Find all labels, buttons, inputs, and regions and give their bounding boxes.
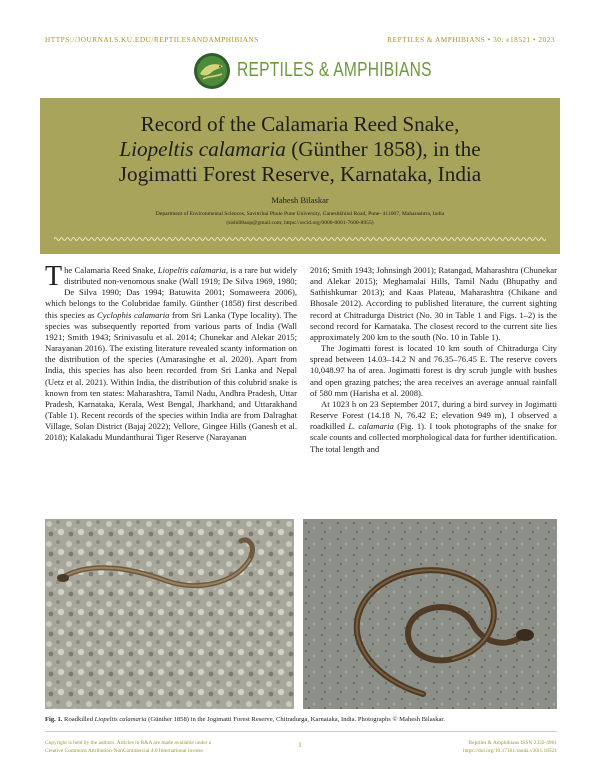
species-name: Liopeltis calamaria	[119, 137, 286, 161]
license-line[interactable]: Creative Commons Attribution-NonCommercial 4.0 International license.	[45, 747, 205, 754]
wavy-divider	[54, 236, 546, 242]
title-line-1: Record of the Calamaria Reed Snake,	[140, 112, 460, 136]
lizard-globe-icon	[193, 52, 231, 90]
title-line-2-rest: (Günther 1858), in the	[285, 137, 481, 161]
doi-link[interactable]: https://doi.org/10.17161/randa.v30i1.18521	[463, 747, 557, 754]
journal-issn-doi	[357, 740, 557, 755]
journal-name: REPTILES & AMPHIBIANS	[237, 59, 432, 81]
page-number: 1	[298, 740, 302, 749]
title-line-2	[50, 137, 550, 162]
author-affiliation	[40, 210, 560, 228]
paragraph: 2016; Smith 1943; Johnsingh 2001); Ratangad, Maharashtra (Chunekar and Alekar 2015); Meghamalai Hills, Tamil Nadu (Bhupathy and Sathishkumar 2013); and Kaas Plateau, Maharashtra (Chikane and Bhosale 2012). According to published literature, the current sighting record at Chitradurga District (No. 30 in Table 1 and Figs. 1–2) is the second record for Karnataka. The closest record to the current site lies approximately 200 km to the south (No. 10 in Table 1).	[310, 265, 557, 342]
figure-label: Fig. 1.	[45, 716, 63, 723]
title-box	[40, 98, 560, 254]
drop-cap: T	[45, 261, 63, 292]
issue-meta: REPTILES & AMPHIBIANS • 30: e18521 • 2023	[387, 35, 555, 44]
right-column	[310, 265, 557, 455]
roadkill-photo-closeup	[303, 519, 557, 709]
paragraph: The Calamaria Reed Snake, Liopeltis calamaria, is a rare but widely distributed non-venomous snake (Wall 1919; De Silva 1969, 1980; De Silva 1990; Das 1994; Batuwita 2001; Somaweera 2006), which belongs to the Colubridae family. Günther (1858) first described this species as Cyclophis calamaria from Sri Lanka (Type locality). The species was subsequently reported from various parts of India (Wall 1921; Smith 1943; Srinivasulu et al. 2014; Chunekar and Alekar 2015; Narayanan 2016). The existing literature revealed scanty information on the distribution of the species (Amarasinghe et al. 2020). Apart from India, this species has also been recorded from Sri Lanka and Nepal (Uetz et al. 2021). Within India, the distribution of this colubrid snake is known from ten states: Maharashtra, Tamil Nadu, Andhra Pradesh, Uttar Pradesh, Karnataka, Kerala, West Bengal, Jharkhand, and Uttarakhand (Table 1). Recent records of the species within India are from Dalraghat Village, Solan District (Bajaj 2022); Vellore, Gingee Hills (Ganesh et al. 2018); Kalakadu Mundanthurai Tiger Reserve (Narayanan	[45, 261, 297, 443]
author-name: Mahesh Bilaskar	[271, 195, 329, 205]
figure-photo-right	[303, 519, 557, 709]
figure-photo-left	[45, 519, 294, 709]
paragraph: The Jogimatti forest is located 10 km south of Chitradurga City spread between 14.03–14.2 N and 76.35–76.45 E. The reserve covers 10,048.97 ha of area. Jogimatti forest is dry scrub jungle with bushes and open grazing patches; the area receives an average annual rainfall of 580 mm (Harisha et al. 2008).	[310, 343, 557, 398]
article-title	[50, 112, 550, 187]
paragraph: At 1023 h on 23 September 2017, during a bird survey in Jogimatti Reserve Forest (14.18 N, 76.42 E; elevation 949 m), I observed a roadkilled L. calamaria (Fig. 1). I took photographs of the snake for scale counts and collected morphological data for further identification. The total length and	[310, 398, 558, 454]
footer-divider	[45, 731, 557, 732]
contact-line[interactable]: (sishi08aop@gmail.com; https://orcid.org/0000-0001-7600-8955)	[226, 220, 374, 226]
roadkill-photo-gravel	[45, 519, 294, 709]
copyright-line: Copyright is held by the authors. Articles in R&A are made available under a	[45, 740, 212, 746]
affiliation-line: Department of Environmental Sciences, Savitribai Phule Pune University, Ganeshkhind Road, Pune- 411007, Maharashtra, India	[155, 211, 445, 217]
left-column	[45, 261, 297, 444]
journal-url[interactable]: HTTPS://JOURNALS.KU.EDU/REPTILESANDAMPHIBIANS	[45, 35, 259, 44]
journal-masthead	[193, 52, 432, 90]
running-header	[45, 35, 555, 47]
copyright-notice	[45, 740, 265, 755]
issn-line: Reptiles & Amphibians ISSN 2332-4961	[468, 740, 557, 746]
figure-caption: Fig. 1. Roadkilled Liopeltis calamaria (Günther 1858) in the Jogimatti Forest Reserve, Chitradurga, Karnataka, India. Photographs © Mahesh Bilaskar.	[45, 716, 445, 723]
title-line-3: Jogimatti Forest Reserve, Karnataka, India	[118, 162, 482, 186]
